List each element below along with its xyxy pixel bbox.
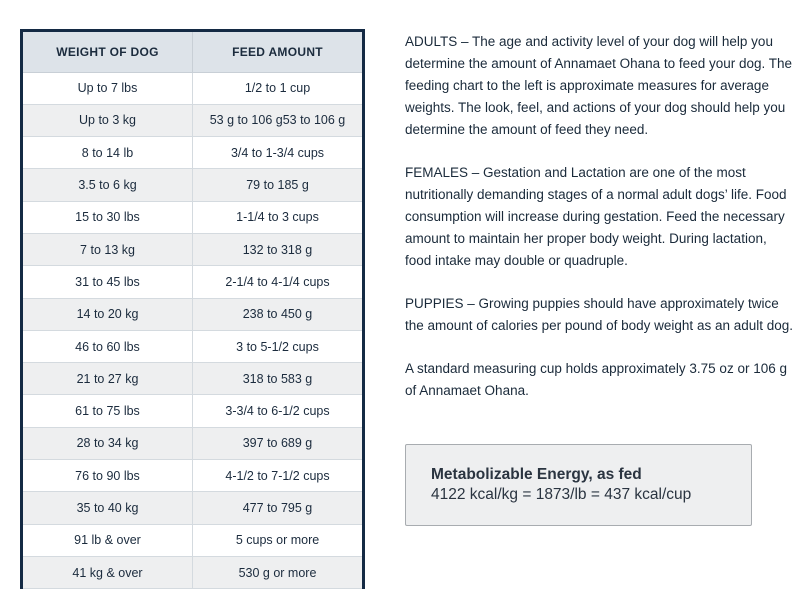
header-weight-of-dog: WEIGHT OF DOG xyxy=(23,32,193,72)
feed-cell: 238 to 450 g xyxy=(193,298,363,330)
table-row xyxy=(23,72,362,104)
feed-cell: 132 to 318 g xyxy=(193,233,363,265)
feed-cell: 1/2 to 1 cup xyxy=(193,72,363,104)
metabolizable-energy-box xyxy=(405,444,752,526)
feed-cell: 4-1/2 to 7-1/2 cups xyxy=(193,460,363,492)
feeding-guidelines xyxy=(405,31,795,423)
table-row xyxy=(23,395,362,427)
feed-cell: 477 to 795 g xyxy=(193,492,363,524)
feed-cell: 1-1/4 to 3 cups xyxy=(193,201,363,233)
feed-cell: 318 to 583 g xyxy=(193,363,363,395)
table-row xyxy=(23,556,362,588)
feed-cell: 5 cups or more xyxy=(193,524,363,556)
weight-cell: 91 lb & over xyxy=(23,524,193,556)
table-row xyxy=(23,266,362,298)
energy-values: 4122 kcal/kg = 1873/lb = 437 kcal/cup xyxy=(431,486,692,503)
table-row xyxy=(23,233,362,265)
table-row xyxy=(23,427,362,459)
weight-cell: Up to 3 kg xyxy=(23,104,193,136)
feed-cell: 2-1/4 to 4-1/4 cups xyxy=(193,266,363,298)
table-row xyxy=(23,460,362,492)
weight-cell: 35 to 40 kg xyxy=(23,492,193,524)
puppies-paragraph: PUPPIES – Growing puppies should have approximately twice the amount of calories per pound of body weight as an adult dog. xyxy=(405,296,794,333)
feed-cell: 53 g to 106 g53 to 106 g xyxy=(193,104,363,136)
energy-title: Metabolizable Energy, as fed xyxy=(431,466,642,483)
table-row xyxy=(23,169,362,201)
females-paragraph: FEMALES – Gestation and Lactation are one of the most nutritionally demanding stages of a normal adult dogs’ life. Food consumption will increase during gestation. Feed the necessary amount to maintain her proper body weight. During lactation, food intake may double or quadruple. xyxy=(405,165,787,268)
table-row xyxy=(23,137,362,169)
weight-cell: 3.5 to 6 kg xyxy=(23,169,193,201)
weight-cell: 31 to 45 lbs xyxy=(23,266,193,298)
weight-cell: 21 to 27 kg xyxy=(23,363,193,395)
table-row xyxy=(23,298,362,330)
table-row xyxy=(23,201,362,233)
weight-cell: Up to 7 lbs xyxy=(23,72,193,104)
header-feed-amount: FEED AMOUNT xyxy=(193,32,363,72)
adults-paragraph: ADULTS – The age and activity level of your dog will help you determine the amount of Annamaet Ohana to feed your dog. The feeding chart to the left is approximate measures for average weights. The look, feel, and actions of your dog should help you determine the amount of feed they need. xyxy=(405,34,793,137)
weight-cell: 76 to 90 lbs xyxy=(23,460,193,492)
feed-cell: 3/4 to 1-3/4 cups xyxy=(193,137,363,169)
weight-cell: 61 to 75 lbs xyxy=(23,395,193,427)
weight-cell: 41 kg & over xyxy=(23,556,193,588)
weight-cell: 14 to 20 kg xyxy=(23,298,193,330)
table-row xyxy=(23,330,362,362)
table-row xyxy=(23,524,362,556)
feeding-chart xyxy=(20,29,365,589)
feed-cell: 79 to 185 g xyxy=(193,169,363,201)
weight-cell: 28 to 34 kg xyxy=(23,427,193,459)
table-row xyxy=(23,363,362,395)
table-row xyxy=(23,492,362,524)
feed-cell: 3-3/4 to 6-1/2 cups xyxy=(193,395,363,427)
feed-cell: 3 to 5-1/2 cups xyxy=(193,330,363,362)
feed-cell: 530 g or more xyxy=(193,556,363,588)
measuring-cup-note: A standard measuring cup holds approximately 3.75 oz or 106 g of Annamaet Ohana. xyxy=(405,361,787,398)
weight-cell: 7 to 13 kg xyxy=(23,233,193,265)
feeding-table xyxy=(23,32,362,589)
weight-cell: 8 to 14 lb xyxy=(23,137,193,169)
weight-cell: 46 to 60 lbs xyxy=(23,330,193,362)
table-header-row xyxy=(23,32,362,72)
feed-cell: 397 to 689 g xyxy=(193,427,363,459)
weight-cell: 15 to 30 lbs xyxy=(23,201,193,233)
table-row xyxy=(23,104,362,136)
